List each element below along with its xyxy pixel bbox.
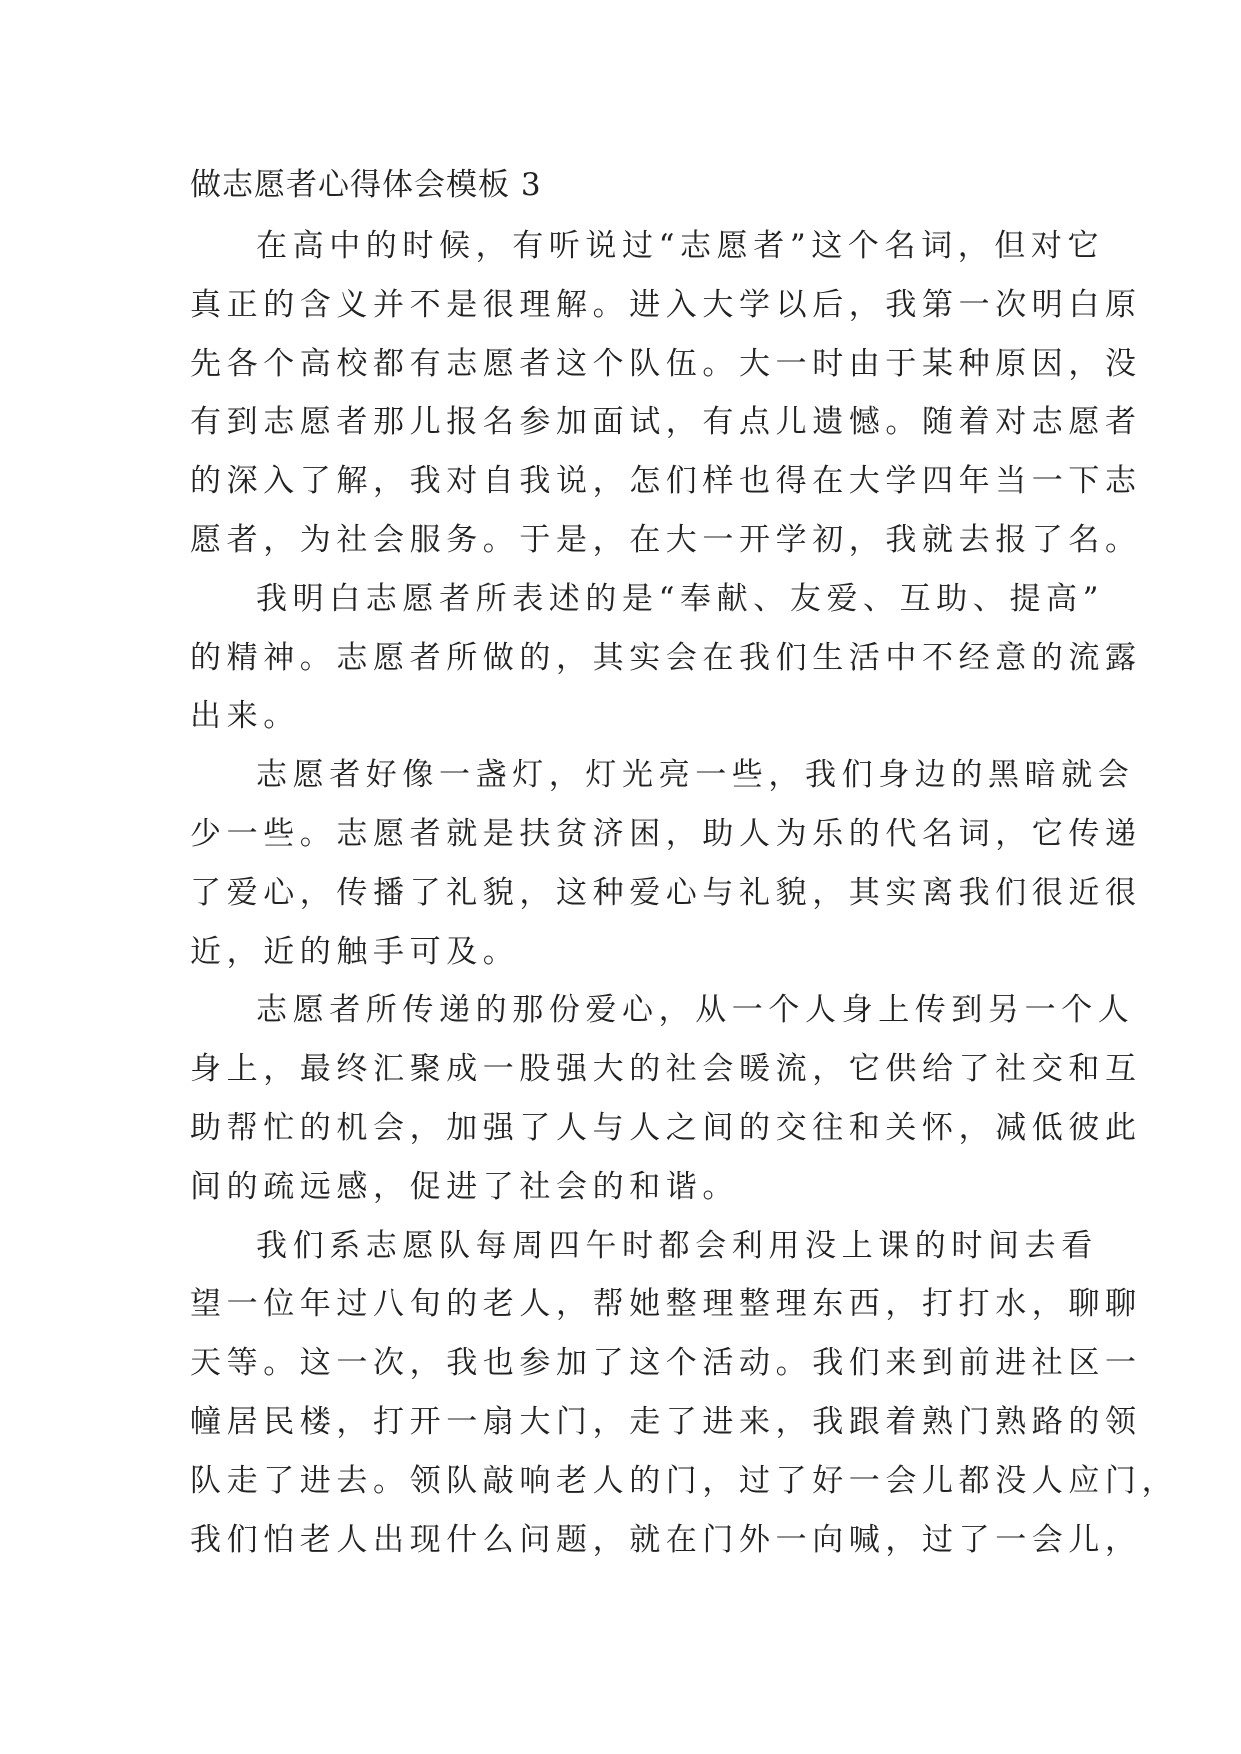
text-line: 先各个高校都有志愿者这个队伍。大一时由于某种原因，没	[190, 345, 1142, 382]
text-line: 了爱心，传播了礼貌，这种爱心与礼貌，其实离我们很近很	[190, 874, 1142, 911]
text-line: 间的疏远感，促进了社会的和谐。	[190, 1168, 739, 1205]
text-line: 身上，最终汇聚成一股强大的社会暖流，它供给了社交和互	[190, 1051, 1142, 1088]
text-line: 志愿者所传递的那份爱心，从一个人身上传到另一个人	[256, 992, 1135, 1029]
document-body	[190, 165, 1179, 1578]
text-line: 的精神。志愿者所做的，其实会在我们生活中不经意的流露	[190, 639, 1142, 676]
text-line: 在高中的时候，有听说过“志愿者”这个名词，但对它	[256, 228, 1105, 264]
text-line: 近，近的触手可及。	[190, 933, 520, 970]
text-line: 出来。	[190, 698, 300, 735]
text-lines	[190, 226, 1179, 1560]
text-line: 望一位年过八旬的老人，帮她整理整理东西，打打水，聊聊	[190, 1286, 1142, 1323]
text-line: 队走了进去。领队敲响老人的门，过了好一会儿都没人应门，	[190, 1462, 1179, 1499]
text-line: 真正的含义并不是很理解。进入大学以后，我第一次明白原	[190, 286, 1142, 323]
text-line: 志愿者好像一盏灯，灯光亮一些，我们身边的黑暗就会	[256, 757, 1135, 794]
text-line: 少一些。志愿者就是扶贫济困，助人为乐的代名词，它传递	[190, 815, 1142, 852]
document-title: 做志愿者心得体会模板 3	[190, 167, 542, 203]
text-line: 我们系志愿队每周四午时都会利用没上课的时间去看	[256, 1227, 1098, 1264]
text-line: 幢居民楼，打开一扇大门，走了进来，我跟着熟门熟路的领	[190, 1403, 1142, 1440]
text-line: 天等。这一次，我也参加了这个活动。我们来到前进社区一	[190, 1345, 1142, 1382]
text-line: 我明白志愿者所表述的是“奉献、友爱、互助、提高”	[256, 580, 1105, 617]
text-line: 的深入了解，我对自我说，怎们样也得在大学四年当一下志	[190, 463, 1142, 500]
text-line: 我们怕老人出现什么问题，就在门外一向喊，过了一会儿，	[190, 1521, 1142, 1558]
text-line: 愿者，为社会服务。于是，在大一开学初，我就去报了名。	[190, 521, 1142, 558]
text-line: 有到志愿者那儿报名参加面试，有点儿遗憾。随着对志愿者	[190, 404, 1142, 441]
text-line: 助帮忙的机会，加强了人与人之间的交往和关怀，减低彼此	[190, 1109, 1142, 1146]
